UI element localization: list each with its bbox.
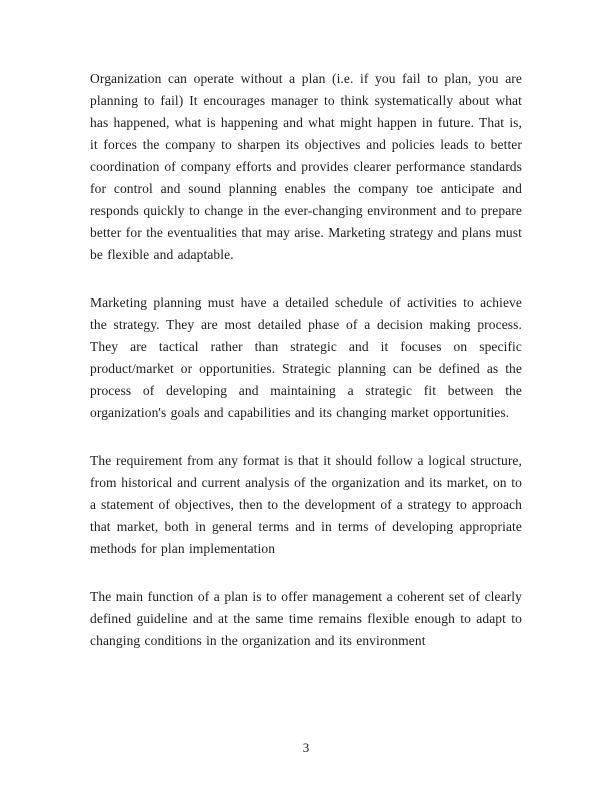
paragraph-benefits-of-planning: Organization can operate without a plan (i.e. if you fail to plan, you are planning to fail) It encourages manager to think systematically about what has happened, what is happening and what might happen in future. That is, it forces the company to sharpen its objectives and policies leads to better coordination of company efforts and provides clearer performance standards for control and sound planning enables the company toe anticipate and responds quickly to change in the ever-changing environment and to prepare better for the eventualities that may arise. Marketing strategy and plans must be flexible and adaptable. [90, 71, 522, 262]
paragraph-main-function: The main function of a plan is to offer management a coherent set of clearly defined guideline and at the same time remains flexible enough to adapt to changing conditions in the organization and its environment [90, 589, 522, 648]
page-number: 3 [302, 740, 310, 755]
paragraph-marketing-planning: Marketing planning must have a detailed schedule of activities to achieve the strategy. They are most detailed phase of a decision making process. They are tactical rather than strategic and it focuses on specific product/market or opportunities. Strategic planning can be defined as the process of developing and maintaining a strategic fit between the organization's goals and capabilities and its changing market opportunities. [90, 295, 522, 420]
text-block [90, 68, 522, 678]
paragraph-format-requirement: The requirement from any format is that it should follow a logical structure, from historical and current analysis of the organization and its market, on to a statement of objectives, then to the development of a strategy to approach that market, both in general terms and in terms of developing appropriate methods for plan implementation [90, 453, 522, 556]
